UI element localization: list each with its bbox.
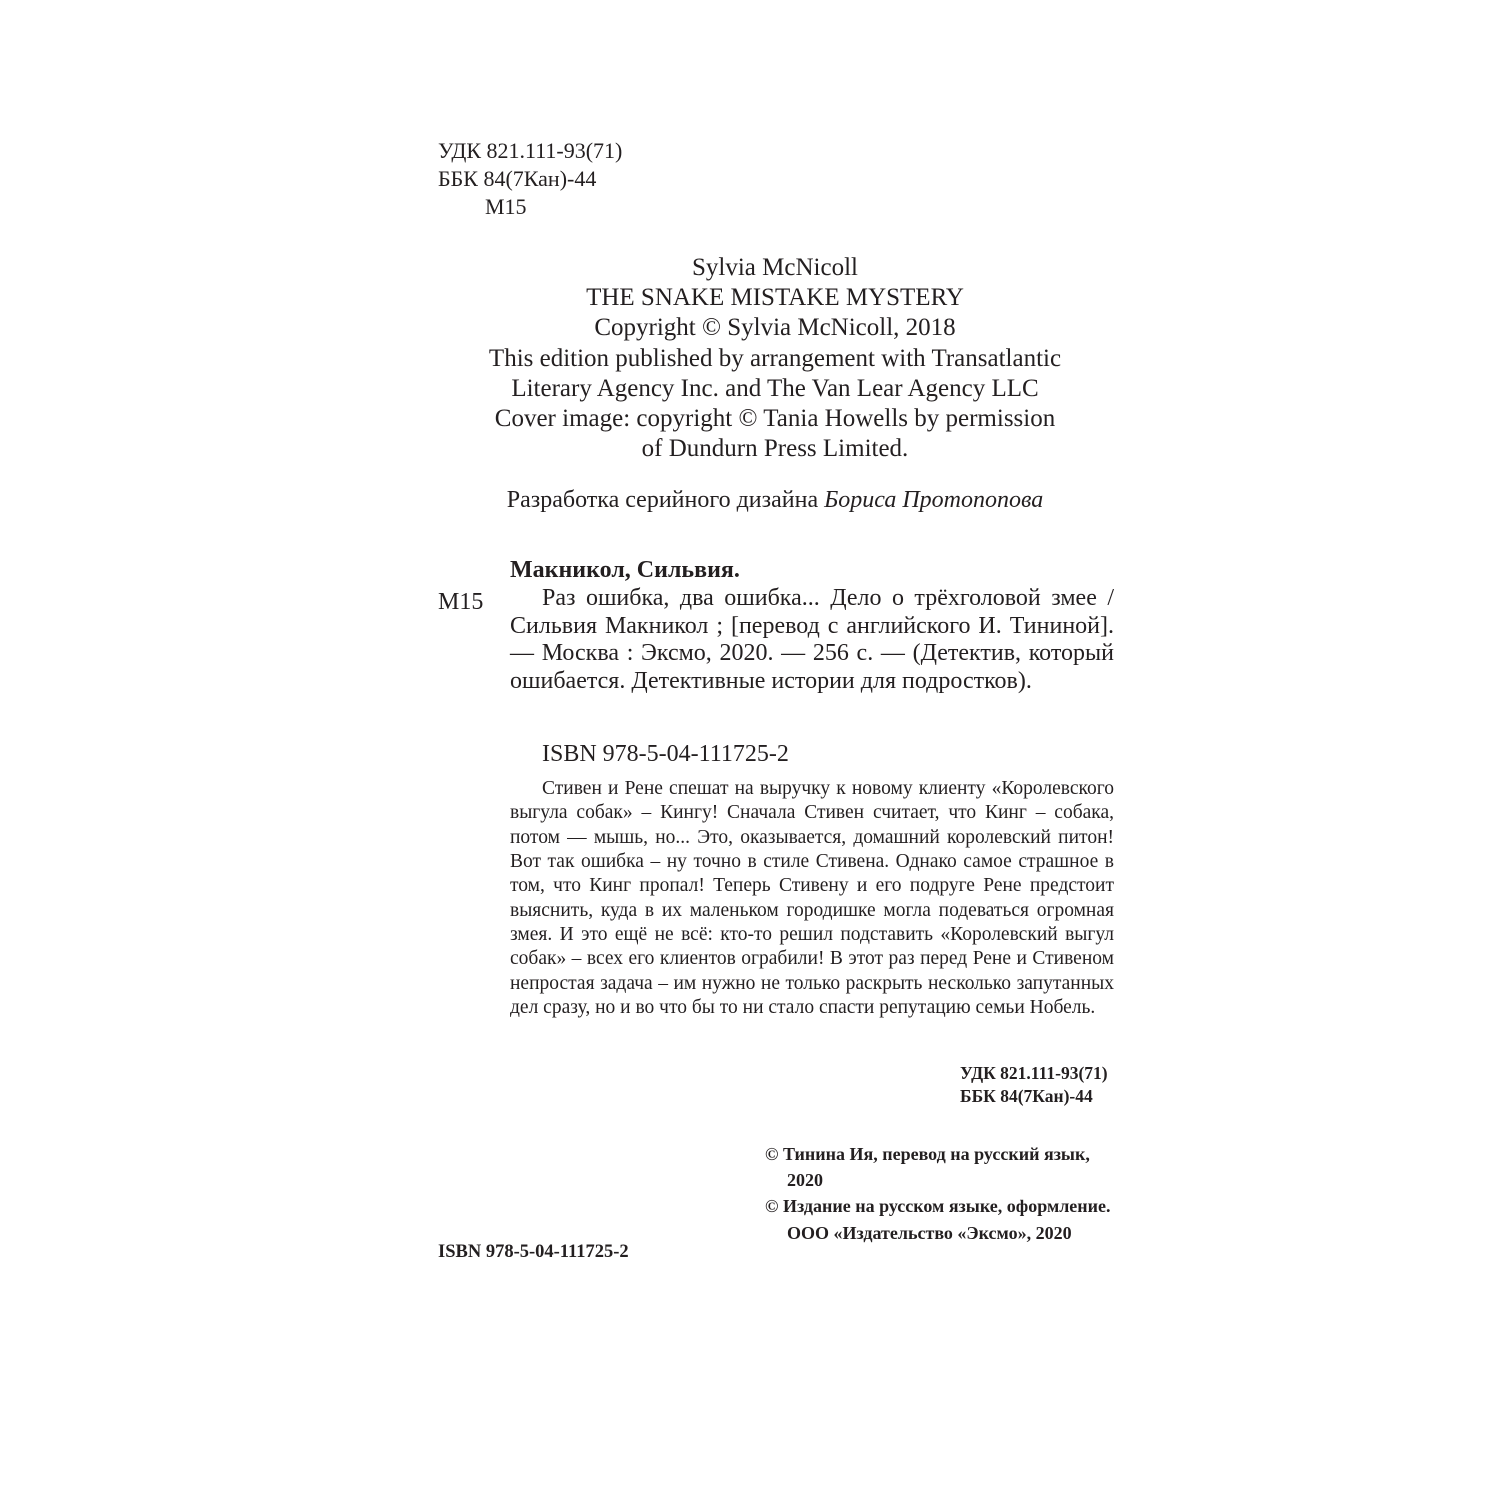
original-rights-block bbox=[400, 253, 1150, 464]
arrangement-line-2: Literary Agency Inc. and The Van Lear Agency LLC bbox=[511, 374, 1039, 402]
arrangement-line-1: This edition published by arrangement with Transatlantic bbox=[488, 344, 1062, 372]
edition-copyright: © Издание на русском языке, оформление. ООО «Издательство «Эксмо», 2020 bbox=[765, 1196, 1111, 1243]
original-author: Sylvia McNicoll bbox=[692, 254, 858, 281]
copyright-notices bbox=[765, 1141, 1115, 1246]
annotation-paragraph: Стивен и Рене спешат на выручку к новому клиенту «Королевского выгула собак» – Кингу! Сначала Стивен считает, что Кинг – собака, потом — мышь, но... Это, оказывается, домашний королевский питон! Вот так ошибка – ну точно в стиле Стивена. Однако самое страшное в том, что Кинг пропал! Теперь Стивену и его подруге Рене предстоит выяснить, куда в их маленьком городишке могла подеваться огромная змея. И это ещё не всё: кто-то решил подставить «Королевский выгул собак» – всех его клиентов ограбили! В этот раз перед Рене и Стивеном непростая задача – им нужно не только раскрыть несколько запутанных дел сразу, но и во что бы то ни стало спасти репутацию семьи Нобель. bbox=[510, 778, 1114, 1019]
designer-name: Бориса Протопопова bbox=[824, 487, 1044, 513]
translation-copyright: © Тинина Ия, перевод на русский язык, 2020 bbox=[765, 1144, 1090, 1191]
author-sign-code: М15 bbox=[485, 194, 527, 219]
catalog-isbn: ISBN 978-5-04-111725-2 bbox=[542, 741, 789, 767]
header-codes bbox=[438, 137, 622, 221]
cover-credit-line-2: of Dundurn Press Limited. bbox=[641, 435, 909, 463]
catalog-author: Макникол, Сильвия. bbox=[510, 557, 740, 583]
catalog-code: М15 bbox=[438, 589, 484, 615]
original-copyright: Copyright © Sylvia McNicoll, 2018 bbox=[594, 314, 956, 342]
bbk-code-bold: ББК 84(7Кан)-44 bbox=[960, 1086, 1093, 1106]
cover-credit-line-1: Cover image: copyright © Tania Howells by permission bbox=[494, 405, 1056, 433]
series-design-credit bbox=[400, 485, 1150, 515]
udk-code: УДК 821.111-93(71) bbox=[438, 138, 623, 163]
udk-code-bold: УДК 821.111-93(71) bbox=[960, 1063, 1108, 1083]
catalog-description: Раз ошибка, два ошибка... Дело о трёхголовой змее / Сильвия Макникол ; [перевод с английского И. Тининой]. — Москва : Эксмо, 2020. — 256 с. — (Детектив, который ошибается. Детективные истории для подростков). bbox=[510, 585, 1114, 694]
design-text: Разработка серийного дизайна bbox=[506, 487, 819, 513]
classification-codes bbox=[960, 1062, 1108, 1108]
footer-isbn: ISBN 978-5-04-111725-2 bbox=[438, 1242, 629, 1262]
bbk-code: ББК 84(7Кан)-44 bbox=[438, 166, 597, 191]
original-title: THE SNAKE MISTAKE MYSTERY bbox=[586, 284, 964, 312]
